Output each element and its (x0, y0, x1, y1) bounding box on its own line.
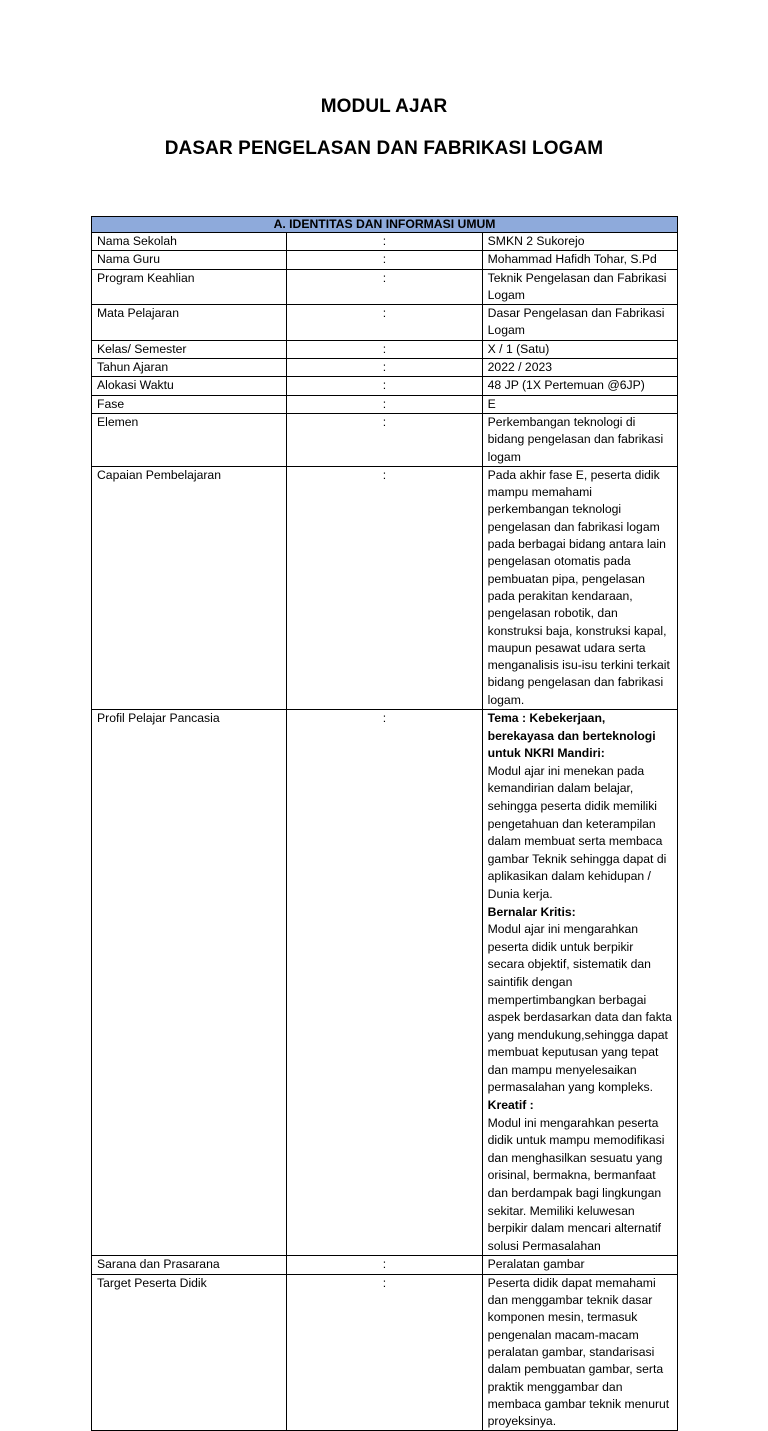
row-value: Perkembangan teknologi di bidang pengelasan dan fabrikasi logam (482, 413, 677, 466)
row-separator: : (287, 1256, 482, 1274)
row-value: Peralatan gambar (482, 1256, 677, 1274)
row-value (482, 710, 677, 1256)
row-label: Program Keahlian (92, 269, 287, 305)
table-row (92, 466, 678, 709)
table-row (92, 233, 678, 251)
table-row (92, 359, 678, 377)
row-separator: : (287, 269, 482, 305)
row-separator: : (287, 413, 482, 466)
row-value: E (482, 395, 677, 413)
table-row (92, 710, 678, 1256)
row-value: X / 1 (Satu) (482, 340, 677, 358)
row-value: Teknik Pengelasan dan Fabrikasi Logam (482, 269, 677, 305)
row-label: Tahun Ajaran (92, 359, 287, 377)
row-value: Peserta didik dapat memahami dan menggambar teknik dasar komponen mesin, termasuk pengenalan macam-macam peralatan gambar, standarisasi dalam pembuatan gambar, serta praktik menggambar dan membaca gambar teknik menurut proyeksinya. (482, 1274, 677, 1431)
table-row (92, 340, 678, 358)
table-row (92, 413, 678, 466)
table-row (92, 395, 678, 413)
row-label: Target Peserta Didik (92, 1274, 287, 1431)
row-value: SMKN 2 Sukorejo (482, 233, 677, 251)
row-separator: : (287, 340, 482, 358)
row-label: Sarana dan Prasarana (92, 1256, 287, 1274)
row-separator: : (287, 395, 482, 413)
row-value: 2022 / 2023 (482, 359, 677, 377)
section-header-row (92, 217, 678, 233)
tema-heading: Tema : Kebekerjaan, berekayasa dan berteknologi untuk NKRI Mandiri: (487, 711, 656, 761)
row-separator: : (287, 710, 482, 1256)
row-separator: : (287, 359, 482, 377)
row-value: Pada akhir fase E, peserta didik mampu memahami perkembangan teknologi pengelasan dan fabrikasi logam pada berbagai bidang antara lain pengelasan otomatis pada pembuatan pipa, pengelasan pada perakitan kendaraan, pengelasan robotik, dan konstruksi baja, konstruksi kapal, maupun pesawat udara serta menganalisis isu-isu terkini terkait bidang pengelasan dan fabrikasi logam. (482, 466, 677, 709)
bernalar-text: Modul ajar ini mengarahkan peserta didik untuk berpikir secara objektif, sistematik dan saintifik dengan mempertimbangkan berbagai aspek berdasarkan data dan fakta yang mendukung,sehingga dapat membuat keputusan yang tepat dan mampu menyelesaikan permasalahan yang kompleks. (487, 922, 672, 1095)
table-row (92, 251, 678, 269)
row-label: Nama Sekolah (92, 233, 287, 251)
table-row (92, 1256, 678, 1274)
table-row (92, 1274, 678, 1431)
row-separator: : (287, 377, 482, 395)
row-label: Fase (92, 395, 287, 413)
row-label: Kelas/ Semester (92, 340, 287, 358)
row-value: 48 JP (1X Pertemuan @6JP) (482, 377, 677, 395)
row-label: Elemen (92, 413, 287, 466)
row-label: Alokasi Waktu (92, 377, 287, 395)
bernalar-heading: Bernalar Kritis: (487, 904, 576, 919)
table-row (92, 269, 678, 305)
row-separator: : (287, 466, 482, 709)
tema-text: Modul ajar ini menekan pada kemandirian dalam belajar, sehingga peserta didik memiliki pengetahuan dan keterampilan dalam membuat serta membaca gambar Teknik sehingga dapat di aplikasikan dalam kehidupan / Dunia kerja. (487, 763, 667, 901)
row-label: Mata Pelajaran (92, 305, 287, 341)
row-label: Profil Pelajar Pancasia (92, 710, 287, 1256)
section-header: A. IDENTITAS DAN INFORMASI UMUM (92, 217, 678, 233)
row-label: Nama Guru (92, 251, 287, 269)
kreatif-heading: Kreatif : (487, 1098, 534, 1113)
row-separator: : (287, 305, 482, 341)
row-label: Capaian Pembelajaran (92, 466, 287, 709)
row-separator: : (287, 251, 482, 269)
row-value: Mohammad Hafidh Tohar, S.Pd (482, 251, 677, 269)
table-row (92, 377, 678, 395)
row-separator: : (287, 1274, 482, 1431)
row-separator: : (287, 233, 482, 251)
page-title: MODUL AJAR (320, 96, 448, 117)
row-value: Dasar Pengelasan dan Fabrikasi Logam (482, 305, 677, 341)
kreatif-text: Modul ini mengarahkan peserta didik untuk mampu memodifikasi dan menghasilkan sesuatu yang orisinal, bermakna, bermanfaat dan berdampak bagi lingkungan sekitar. Memiliki keluwesan berpikir dalam mencari alternatif solusi Permasalahan (487, 1115, 665, 1253)
table-row (92, 305, 678, 341)
page-subtitle: DASAR PENGELASAN DAN FABRIKASI LOGAM (164, 138, 604, 159)
identity-table (91, 216, 678, 1431)
